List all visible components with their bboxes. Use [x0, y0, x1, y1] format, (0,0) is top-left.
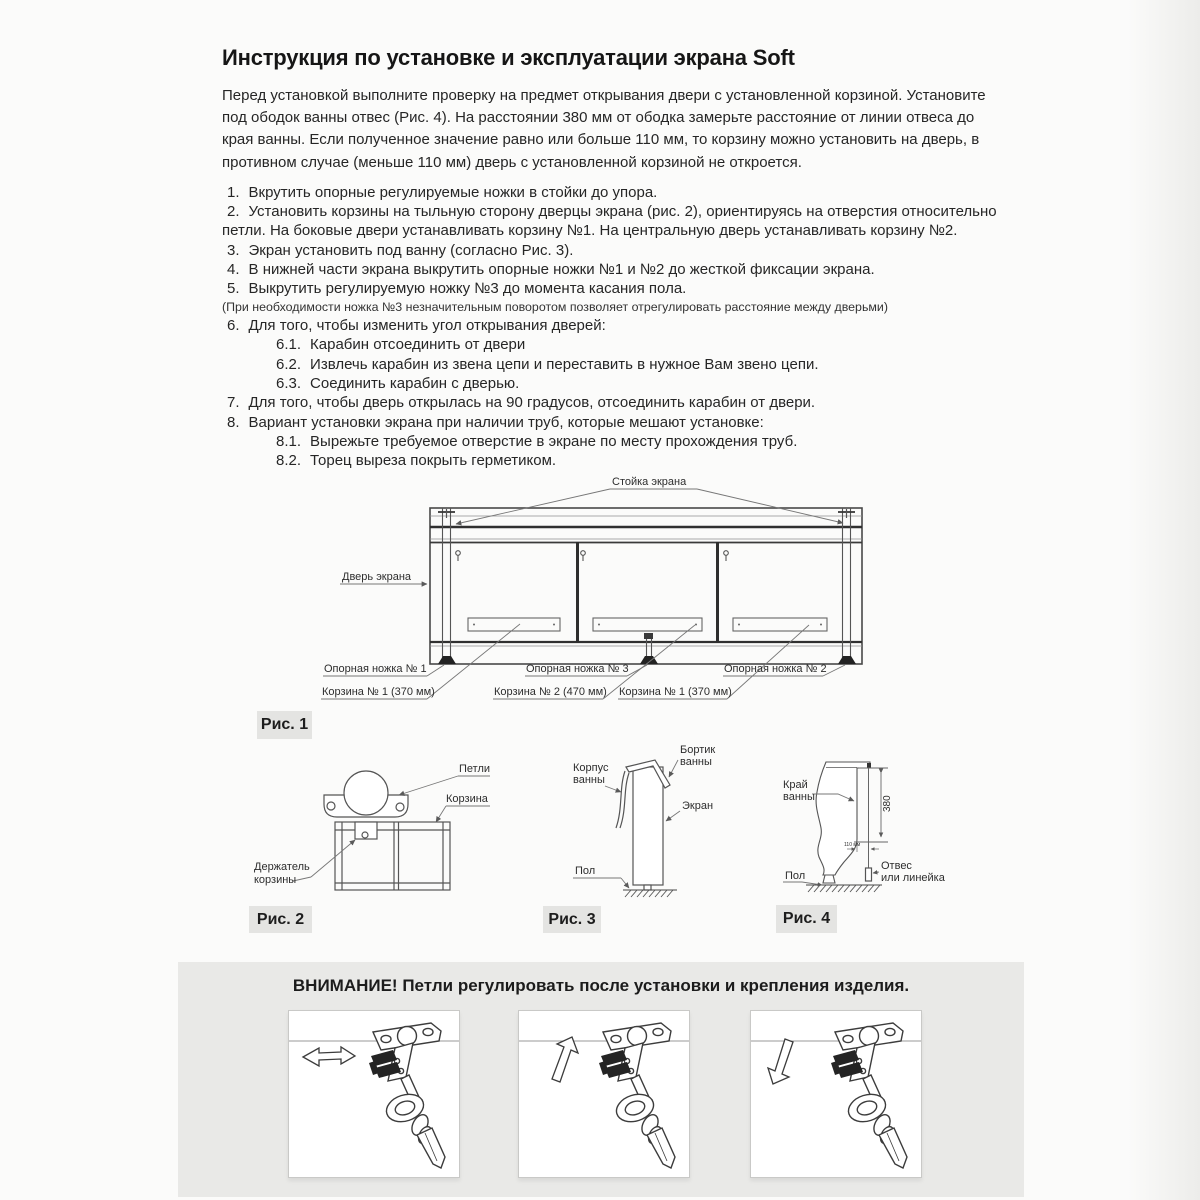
- figure-1-caption: Рис. 1: [257, 711, 312, 739]
- step-number: 1.: [227, 183, 240, 201]
- step-number: 6.: [227, 317, 240, 335]
- plumb-bob: [866, 868, 872, 881]
- figure-3-caption: Рис. 3: [543, 906, 601, 933]
- step-number: 8.2.: [276, 452, 302, 470]
- step-text: Соединить карабин с дверью.: [310, 374, 520, 392]
- fig4-label-edge-line1: Край: [783, 779, 808, 791]
- leader-lines: [293, 776, 490, 881]
- intro-paragraph: Перед установкой выполните проверку на предмет открывания двери с установленной корзиной. Установите под ободок ванны отвес (Рис. 4). На расстоянии 380 мм от ободка замерьте расстояние от линии отвеса до края ванны. Если полученное значение равно или больше 110 мм, то корзину можно установить на дверь, в противном случае (меньше 110 мм) дверь с установленной корзиной не откроется.: [222, 87, 986, 171]
- step-text: Экран установить под ванну (согласно Рис. 3).: [248, 241, 574, 259]
- fig1-label-basket1-right: Корзина № 1 (370 мм): [619, 686, 732, 698]
- bath-edge-profile: [816, 762, 870, 875]
- fig3-label-body-line1: Корпус: [573, 762, 609, 774]
- fig2-label-basket: Корзина: [446, 793, 488, 805]
- fig3-label-rim-line2: ванны: [680, 756, 712, 768]
- step-subitem: [222, 335, 1000, 354]
- fig3-label-screen: Экран: [682, 800, 714, 812]
- fig4-dim-380-text: 380: [882, 795, 893, 812]
- warning-text: ВНИМАНИЕ! Петли регулировать после установки и крепления изделия.: [292, 976, 910, 995]
- step-text: Установить корзины на тыльную сторону дверцы экрана (рис. 2), ориентируясь на отверстия относительно петли. На боковые двери устанавливать корзину №1. На центральную дверь устанавливать корзину №2.: [222, 203, 997, 240]
- figure-3-screen-under-bath-diagram: [565, 740, 735, 898]
- step-text: Торец выреза покрыть герметиком.: [310, 452, 557, 470]
- step-number: 7.: [227, 394, 240, 412]
- fig4-label-plumb-line1: Отвес: [881, 860, 912, 872]
- fig2-label-holder-line1: Держатель: [254, 861, 310, 873]
- figure-1-screen-front-diagram: [315, 465, 875, 705]
- figure-4-caption: Рис. 4: [776, 905, 837, 933]
- hinge-adjust-panel-3: [750, 1010, 922, 1178]
- step-text: Вариант установки экрана при наличии труб, которые мешают установке:: [248, 413, 764, 431]
- fig1-label-basket1-left: Корзина № 1 (370 мм): [322, 686, 435, 698]
- keyhole-screws: [456, 551, 729, 561]
- fig1-label-door: Дверь экрана: [342, 571, 412, 583]
- figure-2-caption: Рис. 2: [249, 906, 312, 933]
- figure-4-plumb-check-diagram: [778, 742, 960, 895]
- fig4-dim-110-text: 110 мм: [844, 842, 861, 848]
- diagonal-up-arrow-icon: [552, 1037, 578, 1082]
- step-item: [222, 279, 1000, 298]
- floor-hatching: [623, 890, 677, 897]
- bath-body-curve: [616, 771, 625, 828]
- fig1-label-basket2: Корзина № 2 (470 мм): [494, 686, 607, 698]
- hinge-illustration-diagonal-down-adjust: [751, 1011, 921, 1177]
- hinge-adjust-panel-1: [288, 1010, 460, 1178]
- floor-hatching: [806, 885, 882, 892]
- step-number: 3.: [227, 241, 240, 259]
- step-number: 2.: [227, 203, 240, 221]
- step-note: [222, 299, 1000, 317]
- fig1-label-leg3: Опорная ножка № 3: [526, 663, 629, 675]
- bath-foot: [823, 875, 835, 883]
- step-text: (При необходимости ножка №3 незначительным поворотом позволяет отрегулировать расстояние между дверьми): [222, 299, 888, 314]
- page-edge-shading: [1128, 0, 1200, 1200]
- step-text: В нижней части экрана выкрутить опорные ножки №1 и №2 до жесткой фиксации экрана.: [248, 261, 875, 278]
- step-text: Вырежьте требуемое отверстие в экране по месту прохождения труб.: [310, 432, 798, 450]
- fig3-label-rim-line1: Бортик: [680, 744, 716, 756]
- step-number: 8.: [227, 413, 240, 431]
- fig4-label-plumb-line2: или линейка: [881, 872, 945, 884]
- fig3-label-body-line2: ванны: [573, 774, 605, 786]
- step-subitem: [222, 432, 1000, 451]
- fig1-label-leg1: Опорная ножка № 1: [324, 663, 427, 675]
- step-number: 8.1.: [276, 432, 302, 450]
- fig2-label-hinges: Петли: [459, 763, 491, 775]
- page-title: Инструкция по установке и эксплуатации экрана Soft: [222, 45, 795, 70]
- document-text-column: [222, 44, 1000, 470]
- step-item: [222, 241, 1000, 260]
- step-item: [222, 393, 1000, 412]
- fig1-label-leg2: Опорная ножка № 2: [724, 663, 827, 675]
- fig4-label-edge-line2: ванны: [783, 791, 815, 803]
- hinge-cup: [344, 771, 388, 815]
- horizontal-arrow-icon: [303, 1047, 355, 1066]
- basket-frame: [335, 822, 450, 890]
- screen-panel: [633, 767, 663, 885]
- diagonal-down-arrow-icon: [768, 1039, 793, 1084]
- basket-holder: [355, 822, 377, 839]
- fig2-label-holder-line2: корзины: [254, 874, 297, 886]
- screen-foot: [644, 885, 651, 890]
- step-number: 6.2.: [276, 355, 302, 373]
- fig1-label-stand: Стойка экрана: [612, 476, 687, 488]
- installation-steps: [222, 183, 1000, 471]
- figure-2-hinge-basket-diagram: [245, 748, 495, 898]
- step-item: [222, 202, 1000, 241]
- fig4-label-floor: Пол: [785, 870, 806, 882]
- step-number: 6.1.: [276, 336, 302, 354]
- warning-section: [178, 962, 1024, 1197]
- adjustable-feet: [438, 633, 856, 664]
- step-text: Для того, чтобы изменить угол открывания дверей:: [248, 317, 606, 335]
- step-item: [222, 183, 1000, 202]
- step-item: [222, 413, 1000, 432]
- baskets: [468, 618, 827, 631]
- hinge-illustration-diagonal-up-adjust: [519, 1011, 689, 1177]
- step-item: [222, 316, 1000, 335]
- step-text: Карабин отсоединить от двери: [310, 336, 526, 354]
- step-subitem: [222, 374, 1000, 393]
- step-number: 4.: [227, 261, 240, 278]
- hinge-illustration-horizontal-adjust: [289, 1011, 459, 1177]
- hinge-adjust-panel-2: [518, 1010, 690, 1178]
- step-text: Извлечь карабин из звена цепи и переставить в нужное Вам звено цепи.: [310, 355, 819, 373]
- fig3-label-floor: Пол: [575, 865, 596, 877]
- step-number: 6.3.: [276, 374, 302, 392]
- step-text: Вкрутить опорные регулируемые ножки в стойки до упора.: [248, 183, 658, 201]
- step-item: [222, 260, 1000, 279]
- step-subitem: [222, 355, 1000, 374]
- step-number: 5.: [227, 280, 240, 298]
- step-text: Выкрутить регулируемую ножку №3 до момента касания пола.: [248, 280, 687, 298]
- step-text: Для того, чтобы дверь открылась на 90 градусов, отсоединить карабин от двери.: [248, 394, 816, 412]
